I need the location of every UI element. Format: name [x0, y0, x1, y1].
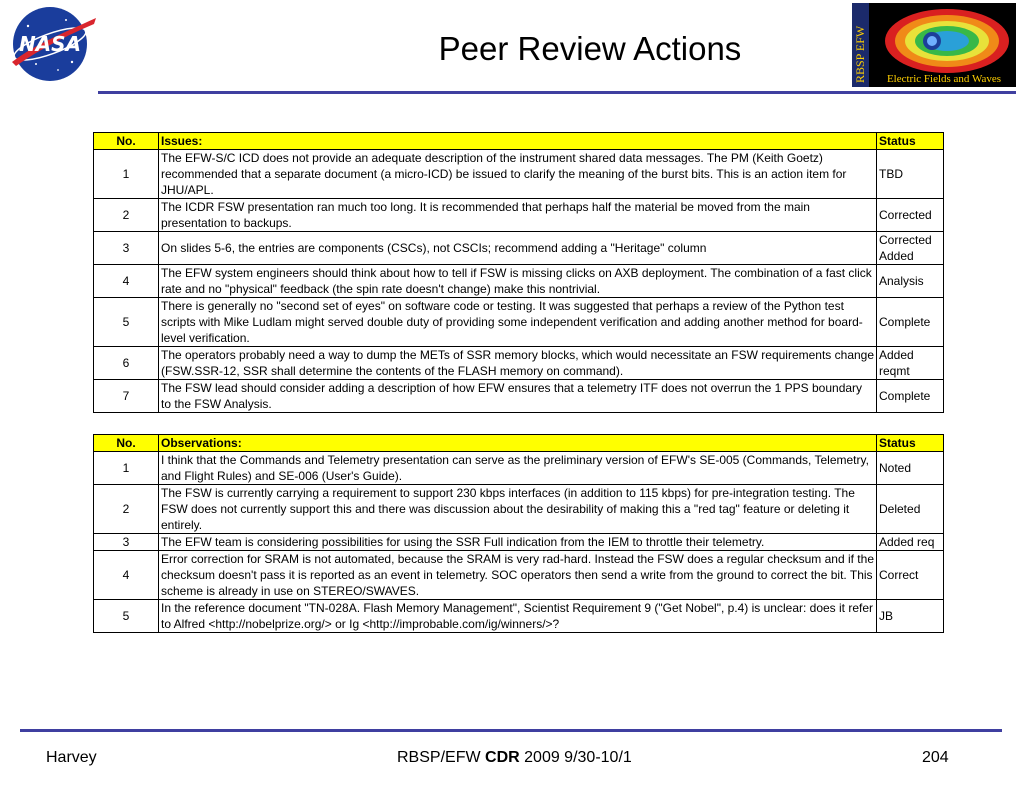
issue-text: The ICDR FSW presentation ran much too long. It is recommended that perhaps half the material be moved from the main presentation to backups. [159, 199, 877, 232]
issue-text: The operators probably need a way to dump the METs of SSR memory blocks, which would necessitate an FSW requirements change (FSW.SSR-12, SSR shall determine the contents of the FLASH memory on command). [159, 347, 877, 380]
issues-header-issues: Issues: [159, 133, 877, 150]
issues-table [93, 132, 944, 413]
table-row [94, 347, 944, 380]
issue-text: On slides 5-6, the entries are components (CSCs), not CSCIs; recommend adding a "Heritage" column [159, 232, 877, 265]
footer-review-info [397, 749, 632, 767]
observation-text: The EFW team is considering possibilities for using the SSR Full indication from the IEM to throttle their telemetry. [159, 534, 877, 551]
issue-status: Corrected [877, 199, 944, 232]
observations-header-observations: Observations: [159, 435, 877, 452]
page-title: Peer Review Actions [438, 30, 742, 67]
footer-project: RBSP/EFW [397, 749, 481, 766]
observation-text: In the reference document "TN-028A. Flash Memory Management", Scientist Requirement 9 ("Get Nobel", p.4) is unclear: does it refer to Alfred <http://nobelprize.org/> or Ig <http://improbable.com/ig/winners/>? [159, 600, 877, 633]
table-row [94, 600, 944, 633]
rbsp-efw-logo [852, 3, 1016, 87]
table-row [94, 534, 944, 551]
issue-status: TBD [877, 150, 944, 199]
footer-review: CDR [485, 749, 520, 766]
issue-status: Added reqmt [877, 347, 944, 380]
observation-status: Added req [877, 534, 944, 551]
observation-status: Correct [877, 551, 944, 600]
issue-status: Complete [877, 380, 944, 413]
issues-header-no: No. [94, 133, 159, 150]
issues-header-row [94, 133, 944, 150]
issues-header-status: Status [877, 133, 944, 150]
table-row [94, 150, 944, 199]
efw-logo-side-text: RBSP EFW [853, 25, 867, 83]
observations-header-row [94, 435, 944, 452]
row-number: 5 [94, 298, 159, 347]
table-row [94, 380, 944, 413]
observations-header-status: Status [877, 435, 944, 452]
header-rule [98, 91, 1016, 94]
table-row [94, 265, 944, 298]
issue-text: There is generally no "second set of eyes" on software code or testing. It was suggested that perhaps a review of the Python test scripts with Mike Ludlam might served double duty of providing some independent verification and adding another method for board-level verification. [159, 298, 877, 347]
row-number: 2 [94, 199, 159, 232]
table-row [94, 199, 944, 232]
table-row [94, 452, 944, 485]
row-number: 6 [94, 347, 159, 380]
observations-header-no: No. [94, 435, 159, 452]
table-row [94, 485, 944, 534]
observation-status: Deleted [877, 485, 944, 534]
issue-text: The EFW system engineers should think about how to tell if FSW is missing clicks on AXB deployment. The combination of a fast click rate and no "physical" feedback (the spin rate doesn't change) make this nontrivial. [159, 265, 877, 298]
observation-text: Error correction for SRAM is not automated, because the SRAM is very rad-hard. Instead the FSW does a regular checksum and if the checksum doesn't pass it is reported as an event in telemetry. SOC operators then send a write from the ground to correct the bit. This scheme is already in use on STEREO/SWAVES. [159, 551, 877, 600]
table-row [94, 298, 944, 347]
table-row [94, 232, 944, 265]
row-number: 4 [94, 551, 159, 600]
page-number: 204 [922, 749, 949, 766]
row-number: 1 [94, 452, 159, 485]
footer-author: Harvey [46, 749, 97, 766]
issue-text: The EFW-S/C ICD does not provide an adequate description of the instrument shared data messages. The PM (Keith Goetz) recommended that a separate document (a micro-ICD) be issued to clarify the meaning of the burst bits. This is an action item for JHU/APL. [159, 150, 877, 199]
observation-text: I think that the Commands and Telemetry presentation can serve as the preliminary version of EFW's SE-005 (Commands, Telemetry, and Flight Rules) and SE-006 (User's Guide). [159, 452, 877, 485]
issue-status: Analysis [877, 265, 944, 298]
row-number: 5 [94, 600, 159, 633]
row-number: 3 [94, 232, 159, 265]
issue-status: Corrected Added [877, 232, 944, 265]
observation-status: Noted [877, 452, 944, 485]
table-row [94, 551, 944, 600]
issue-status: Complete [877, 298, 944, 347]
nasa-logo-text: NASA [18, 32, 82, 56]
row-number: 2 [94, 485, 159, 534]
observation-status: JB [877, 600, 944, 633]
row-number: 3 [94, 534, 159, 551]
row-number: 7 [94, 380, 159, 413]
footer-dates: 2009 9/30-10/1 [524, 749, 632, 766]
issue-text: The FSW lead should consider adding a description of how EFW ensures that a telemetry ITF does not overrun the 1 PPS boundary to the FSW Analysis. [159, 380, 877, 413]
observation-text: The FSW is currently carrying a requirement to support 230 kbps interfaces (in addition to 115 kbps) for pre-integration testing. The FSW does not currently support this and there was discussion about the desirability of making this a "red tag" feature or deleting it entirely. [159, 485, 877, 534]
observations-table [93, 434, 944, 633]
footer-rule [20, 729, 1002, 732]
efw-logo-caption: Electric Fields and Waves [886, 73, 1002, 85]
row-number: 4 [94, 265, 159, 298]
row-number: 1 [94, 150, 159, 199]
